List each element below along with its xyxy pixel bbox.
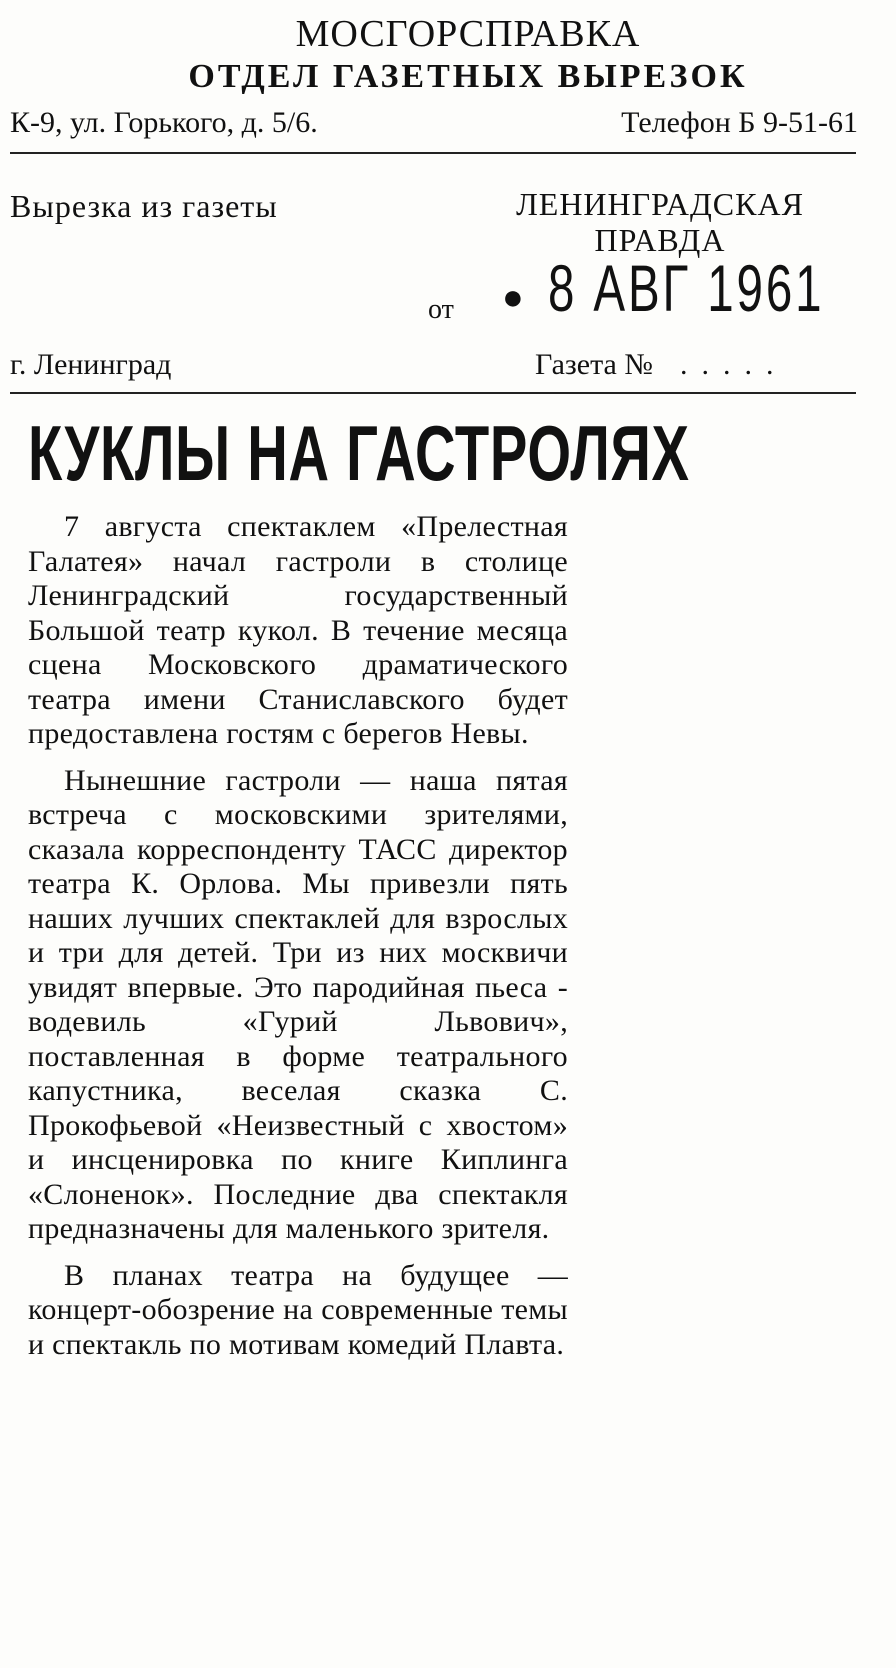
city: г. Ленинград	[10, 348, 172, 381]
newspaper-name	[470, 186, 850, 258]
date-bullet: ●	[502, 277, 524, 317]
issue-label: Газета №	[535, 348, 653, 381]
article-paragraph: Нынешние гастроли — наша пятая встреча с московскими зрителями, сказала корреспонденту ТАСС директор театра К. Орлова. Мы привезли пять наших лучших спектаклей для взрослых и три для детей. Три из них москвичи увидят впервые. Это пародийная пьеса - водевиль «Гурий Львович», поставленная в форме театрального капустника, веселая сказка С. Прокофьевой «Неизвестный с хвостом» и инсценировка по книге Киплинга «Слоненок». Последние два спектакля предназначены для маленького зрителя.	[28, 763, 568, 1245]
issue-number-blank: .....	[680, 348, 788, 381]
article-body	[28, 510, 568, 1374]
clipping-label: Вырезка из газеты	[10, 188, 278, 224]
date-stamp: 8 АВГ 1961	[548, 251, 825, 325]
article-title: КУКЛЫ НА ГАСТРОЛЯХ	[28, 409, 690, 497]
org-name: МОСГОРСПРАВКА	[295, 13, 641, 55]
date-prefix: от	[428, 294, 454, 325]
phone-number: Телефон Б 9-51-61	[621, 106, 858, 139]
top-divider	[10, 152, 856, 154]
article-paragraph: 7 августа спектаклем «Прелестная Галатея» начал гастроли в столице Ленинградский государственный Большой театр кукол. В течение месяца сцена Московского драматического театра имени Станиславского будет предоставлена гостям с берегов Невы.	[28, 510, 568, 750]
bottom-divider	[10, 392, 856, 394]
address: К-9, ул. Горького, д. 5/6.	[10, 106, 318, 139]
article-paragraph: В планах театра на будущее — концерт-обозрение на современные темы и спектакль по мотивам комедий Плавта.	[28, 1258, 568, 1361]
department-name: ОТДЕЛ ГАЗЕТНЫХ ВЫРЕЗОК	[188, 58, 748, 95]
newspaper-name-line2: ПРАВДА	[594, 222, 726, 258]
newspaper-name-line1: ЛЕНИНГРАДСКАЯ	[516, 186, 804, 222]
